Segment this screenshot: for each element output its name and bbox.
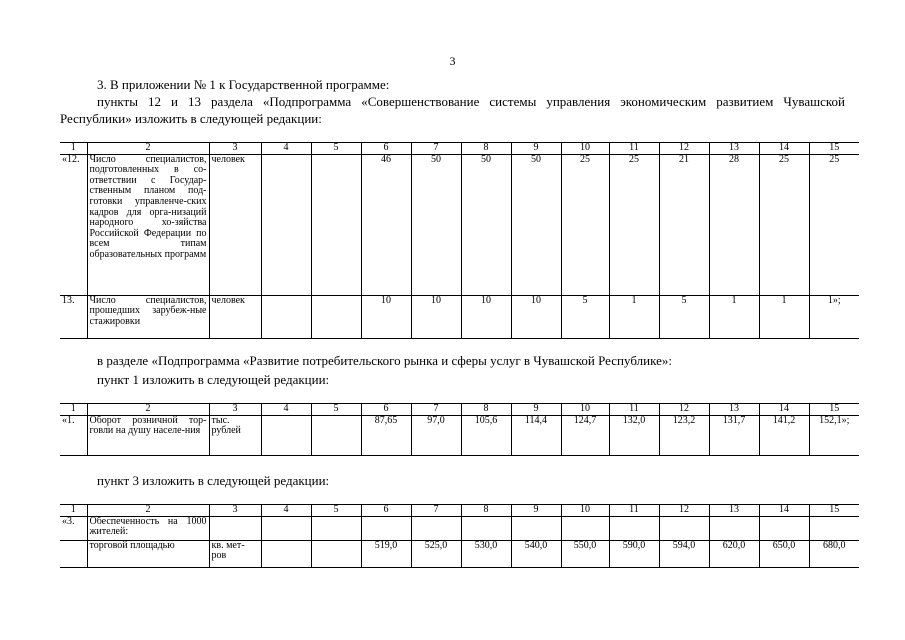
header-cell: 1 [60,404,87,416]
table-1 [60,142,859,339]
empty-cell [261,415,311,455]
value-cell: 519,0 [361,540,411,567]
header-cell: 10 [561,143,609,155]
value-cell [561,516,609,540]
header-cell: 12 [659,505,709,517]
header-cell: 10 [561,505,609,517]
value-cell [461,516,511,540]
header-cell: 6 [361,143,411,155]
empty-cell [311,295,361,338]
header-cell: 8 [461,143,511,155]
header-cell: 1 [60,505,87,517]
header-cell: 11 [609,505,659,517]
page-number: 3 [449,54,456,68]
header-cell: 4 [261,143,311,155]
empty-cell [261,295,311,338]
empty-cell [261,540,311,567]
value-cell: 50 [411,154,461,295]
value-cell [759,516,809,540]
value-cell: 25 [561,154,609,295]
header-cell: 9 [511,404,561,416]
value-cell [511,516,561,540]
header-cell: 10 [561,404,609,416]
header-cell: 9 [511,143,561,155]
header-cell: 2 [87,143,209,155]
value-cell: 25 [759,154,809,295]
header-cell: 15 [809,404,859,416]
table-row [60,154,859,295]
value-cell: 650,0 [759,540,809,567]
header-cell: 11 [609,404,659,416]
indicator-name-cell: Оборот розничной тор-говли на душу населе-ния [87,415,209,455]
value-cell: 123,2 [659,415,709,455]
header-cell: 7 [411,143,461,155]
empty-cell [311,516,361,540]
header-cell: 13 [709,505,759,517]
header-cell: 14 [759,143,809,155]
table-2 [60,403,859,456]
value-cell: 1 [709,295,759,338]
header-cell: 7 [411,505,461,517]
value-cell: 590,0 [609,540,659,567]
header-cell: 11 [609,143,659,155]
paragraph-2-line-2: пункт 1 изложить в следующей редакции: [97,372,330,387]
value-cell: 87,65 [361,415,411,455]
table-row [60,295,859,338]
value-cell: 540,0 [511,540,561,567]
header-cell: 15 [809,143,859,155]
row-number-cell: «1. [60,415,87,455]
value-cell: 131,7 [709,415,759,455]
row-number-cell [60,540,87,567]
empty-cell [311,154,361,295]
value-cell: 530,0 [461,540,511,567]
header-cell: 5 [311,143,361,155]
header-cell: 4 [261,404,311,416]
empty-cell [261,154,311,295]
value-cell: 97,0 [411,415,461,455]
empty-cell [261,516,311,540]
header-cell: 1 [60,143,87,155]
value-cell [809,516,859,540]
unit-cell [209,516,261,540]
header-cell: 6 [361,505,411,517]
unit-cell: тыс. рублей [209,415,261,455]
value-cell: 10 [511,295,561,338]
row-number-cell: 13. [60,295,87,338]
empty-cell [311,540,361,567]
value-cell: 50 [511,154,561,295]
value-cell [361,516,411,540]
header-cell: 12 [659,143,709,155]
header-cell: 5 [311,404,361,416]
table-header-row [60,143,859,155]
value-cell: 550,0 [561,540,609,567]
value-cell: 10 [461,295,511,338]
unit-cell: кв. мет-ров [209,540,261,567]
paragraph-3: пункт 3 изложить в следующей редакции: [97,473,330,488]
value-cell: 46 [361,154,411,295]
section-heading: 3. В приложении № 1 к Государственной программе: [97,77,390,92]
header-cell: 2 [87,404,209,416]
header-cell: 5 [311,505,361,517]
row-number-cell: «12. [60,154,87,295]
header-cell: 14 [759,505,809,517]
header-cell: 8 [461,404,511,416]
header-cell: 3 [209,404,261,416]
value-cell: 21 [659,154,709,295]
value-cell: 1 [609,295,659,338]
header-cell: 14 [759,404,809,416]
table-row [60,516,859,540]
unit-cell: человек [209,154,261,295]
header-cell: 6 [361,404,411,416]
value-cell [709,516,759,540]
table-header-row [60,505,859,517]
table-3 [60,504,859,568]
header-cell: 3 [209,505,261,517]
value-cell: 594,0 [659,540,709,567]
header-cell: 3 [209,143,261,155]
value-cell [609,516,659,540]
value-cell: 680,0 [809,540,859,567]
value-cell: 114,4 [511,415,561,455]
header-cell: 13 [709,404,759,416]
paragraph-1-line-1: пункты 12 и 13 раздела «Подпрограмма «Совершенствование системы управления экономическим развитием Чувашской [97,94,845,109]
header-cell: 2 [87,505,209,517]
indicator-name-cell: Обеспеченность на 1000 жителей: [87,516,209,540]
value-cell: 1»; [809,295,859,338]
header-cell: 8 [461,505,511,517]
value-cell: 5 [659,295,709,338]
table-row [60,415,859,455]
value-cell: 5 [561,295,609,338]
empty-cell [311,415,361,455]
value-cell: 525,0 [411,540,461,567]
table-row [60,540,859,567]
paragraph-1-line-2: Республики» изложить в следующей редакции: [60,111,322,126]
header-cell: 9 [511,505,561,517]
value-cell [411,516,461,540]
indicator-name-cell: Число специалистов, подготовленных в со-ответствии с Государ-ственным планом под-готовки управленче-ских кадров для орга-низаций народного хо-зяйства Российской Федерации по всем типам образовательных программ [87,154,209,295]
unit-cell: человек [209,295,261,338]
value-cell: 28 [709,154,759,295]
table-header-row [60,404,859,416]
value-cell: 50 [461,154,511,295]
value-cell: 1 [759,295,809,338]
value-cell: 25 [809,154,859,295]
value-cell: 105,6 [461,415,511,455]
indicator-name-cell: торговой площадью [87,540,209,567]
header-cell: 15 [809,505,859,517]
value-cell: 141,2 [759,415,809,455]
value-cell: 152,1»; [809,415,859,455]
header-cell: 4 [261,505,311,517]
header-cell: 13 [709,143,759,155]
value-cell: 132,0 [609,415,659,455]
row-number-cell: «3. [60,516,87,540]
value-cell: 25 [609,154,659,295]
value-cell: 124,7 [561,415,609,455]
value-cell: 620,0 [709,540,759,567]
value-cell: 10 [361,295,411,338]
paragraph-2-line-1: в разделе «Подпрограмма «Развитие потребительского рынка и сферы услуг в Чувашской Республике»: [97,353,672,368]
indicator-name-cell: Число специалистов, прошедших зарубеж-ные стажировки [87,295,209,338]
header-cell: 12 [659,404,709,416]
value-cell [659,516,709,540]
value-cell: 10 [411,295,461,338]
header-cell: 7 [411,404,461,416]
